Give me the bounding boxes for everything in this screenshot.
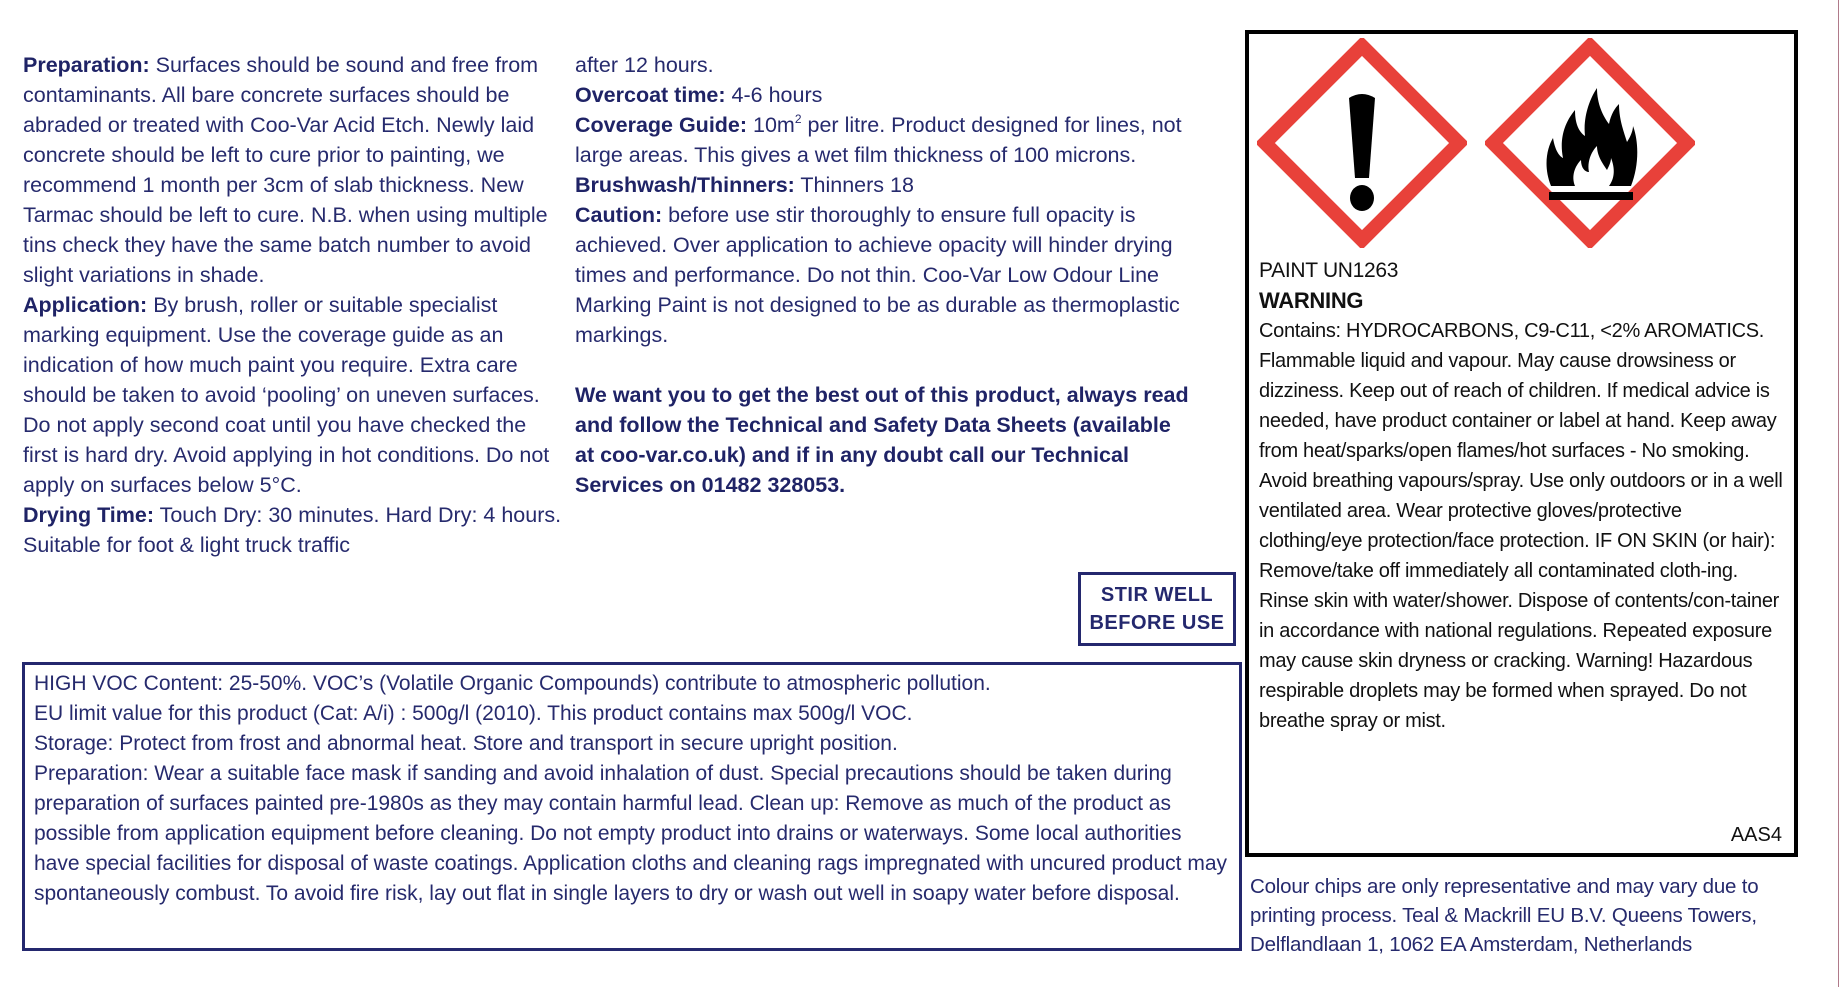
eu-limit-line: EU limit value for this product (Cat: A/i) : 500g/l (2010). This product contains max 500g/l VOC.	[34, 702, 913, 725]
application-section	[23, 290, 563, 500]
preparation-safety-text: Preparation: Wear a suitable face mask if sanding and avoid inhalation of dust. Special precautions should be taken during preparation of surfaces painted pre-1980s as they may contain harmful lead. Clean up: Remove as much of the product as possible from application equipment before cleaning. Do not empty product into drains or waterways. Some local authorities have special facilities for disposal of waste coatings. Application cloths and cleaning rags impregnated with uncured product may spontaneously combust. To avoid fire risk, lay out flat in single layers to dry or wash out well in soapy water before disposal.	[34, 762, 1228, 905]
preparation-text: Surfaces should be sound and free from contaminants. All bare concrete surfaces should be abraded or treated with Coo-Var Acid Etch. Newly laid concrete should be left to cure prior to painting, we recommend 1 month per 3cm of slab thickness. New Tarmac should be left to cure. N.B. when using multiple tins check they have the same batch number to avoid slight variations in shade.	[23, 53, 548, 287]
drying-text: Touch Dry: 30 minutes. Hard Dry: 4 hours. Suitable for foot & light truck traffic	[23, 503, 562, 557]
stir-badge-line2: BEFORE USE	[1089, 612, 1225, 634]
coverage-text-post: per litre. Product designed for lines, not large areas. This gives a wet film thickness of 100 microns.	[575, 113, 1182, 167]
footer-note: Colour chips are only representative and may vary due to printing process. Teal & Mackrill EU B.V. Queens Towers, Delflandlaan 1, 1062 EA Amsterdam, Netherlands	[1250, 875, 1759, 956]
drying-section	[23, 500, 563, 560]
preparation-label: Preparation:	[23, 53, 150, 77]
preparation-section	[23, 50, 563, 290]
un-number: PAINT UN1263	[1259, 259, 1399, 282]
coverage-section	[575, 110, 1195, 170]
coverage-superscript: 2	[794, 112, 802, 126]
overcoat-section	[575, 80, 1195, 110]
coverage-label: Coverage Guide:	[575, 113, 748, 137]
drying-label: Drying Time:	[23, 503, 155, 527]
hazard-statements-1: Flammable liquid and vapour. May cause drowsiness or dizziness. Keep out of reach of children. If medical advice is needed, have product container or label at hand. Keep away from heat/sparks/open flames/hot surfaces - No smoking.	[1259, 350, 1777, 462]
flame-icon	[1485, 38, 1695, 248]
ghs-pictograms	[1257, 38, 1777, 248]
brushwash-label: Brushwash/Thinners:	[575, 173, 795, 197]
contains-text: Contains: HYDROCARBONS, C9-C11, <2% AROMATICS.	[1259, 320, 1765, 342]
application-text: By brush, roller or suitable specialist marking equipment. Use the coverage guide as an indication of how much paint you require. Extra care should be taken to avoid ‘pooling’ on uneven surfaces. Do not apply second coat until you have checked the first is hard dry. Avoid applying in hot conditions. Do not apply on surfaces below 5°C.	[23, 293, 550, 497]
caution-text: before use stir thoroughly to ensure full opacity is achieved. Over application to achieve opacity will hinder drying times and performance. Do not thin. Coo-Var Low Odour Line Marking Paint is not designed to be as durable as thermoplastic markings.	[575, 203, 1180, 347]
overcoat-label: Overcoat time:	[575, 83, 726, 107]
coverage-text-pre: 10m	[747, 113, 795, 137]
page-edge-divider	[1838, 0, 1839, 987]
brushwash-text: Thinners 18	[794, 173, 914, 197]
caution-section	[575, 200, 1195, 350]
voc-content-line: HIGH VOC Content: 25-50%. VOC’s (Volatile Organic Compounds) contribute to atmospheric pollution.	[34, 672, 991, 695]
label-code: AAS4	[1730, 824, 1782, 846]
overcoat-text: 4-6 hours	[725, 83, 823, 107]
hazard-statements-2: Avoid breathing vapours/spray. Use only outdoors or in a well ventilated area. Wear protective gloves/protective clothing/eye protection/face protection. IF ON SKIN (or hair): Remove/take off immediately all contaminated cloth-ing. Rinse skin with water/shower. Dispose of contents/con-tainer in accordance with national regulations. Repeated exposure may cause skin dryness or cracking. Warning! Hazardous respirable droplets may be formed when sprayed. Do not breathe spray or mist.	[1259, 470, 1783, 732]
exclamation-mark-icon	[1257, 38, 1467, 248]
brushwash-section	[575, 170, 1195, 200]
voc-storage-box	[22, 662, 1242, 951]
signal-word: WARNING	[1259, 288, 1364, 313]
application-label: Application:	[23, 293, 148, 317]
storage-line: Storage: Protect from frost and abnormal heat. Store and transport in secure upright position.	[34, 732, 898, 755]
instructions-left-column	[23, 50, 563, 560]
stir-badge-line1: STIR WELL	[1100, 584, 1214, 606]
caution-label: Caution:	[575, 203, 663, 227]
hazard-panel	[1245, 30, 1798, 857]
drying-continued: after 12 hours.	[575, 53, 714, 77]
hazard-statements	[1259, 256, 1789, 736]
stir-well-badge	[1078, 572, 1236, 646]
technical-services-callout: We want you to get the best out of this product, always read and follow the Technical and Safety Data Sheets (available at coo-var.co.uk) and if in any doubt call our Technical Services on 01482 328053.	[575, 383, 1189, 497]
instructions-middle-column	[575, 50, 1195, 522]
